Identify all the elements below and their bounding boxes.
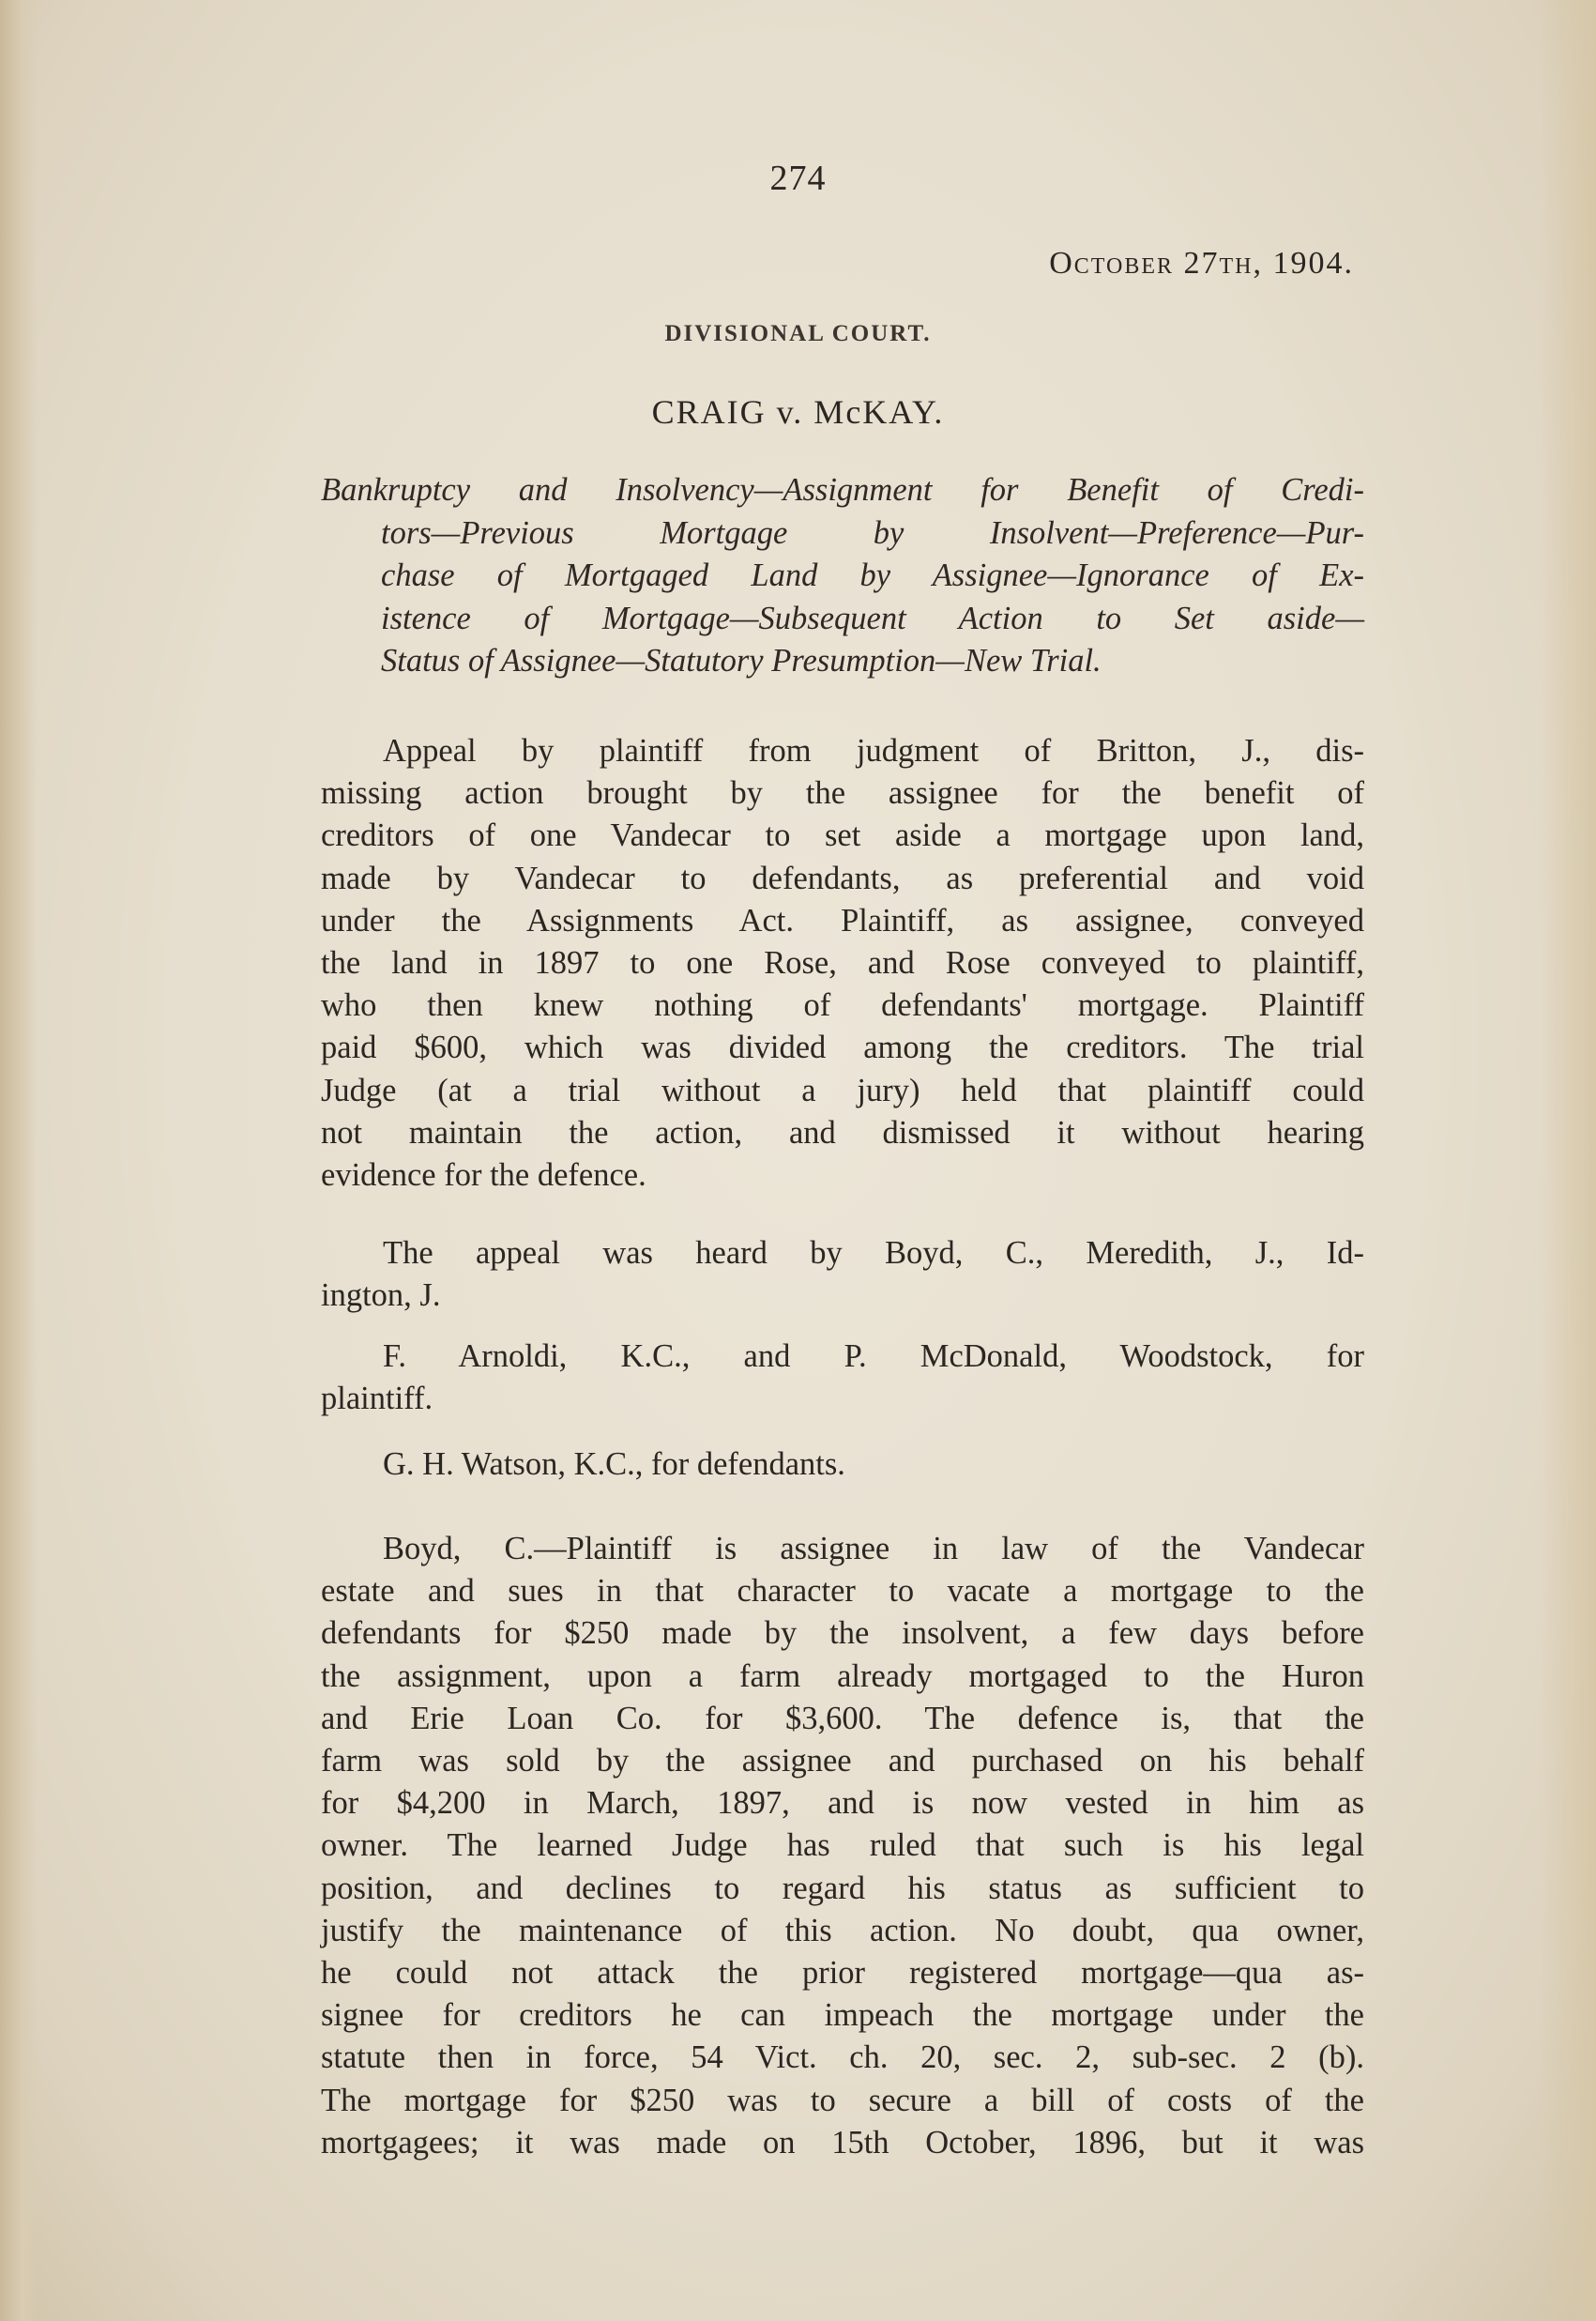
text-line: the land in 1897 to one Rose, and Rose conveyed to plaintiff,: [321, 945, 1364, 982]
text-line: signee for creditors he can impeach the mortgage under the: [321, 1997, 1364, 2034]
text-line: for $4,200 in March, 1897, and is now vested in him as: [321, 1785, 1364, 1822]
text-line: Boyd, C.—Plaintiff is assignee in law of the Vandecar: [383, 1531, 1364, 1566]
court-heading: DIVISIONAL COURT.: [664, 321, 932, 346]
counsel-defendants: [321, 1443, 1364, 1486]
text-line: position, and declines to regard his status as sufficient to: [321, 1870, 1364, 1906]
text-line: defendants for $250 made by the insolvent, a few days before: [321, 1615, 1364, 1652]
text-line: Judge (at a trial without a jury) held that plaintiff could: [321, 1072, 1364, 1108]
headnote: [321, 469, 1364, 683]
text-line: owner. The learned Judge has ruled that such is his legal: [321, 1827, 1364, 1864]
gutter-shadow: [0, 0, 38, 2321]
text-line: creditors of one Vandecar to set aside a mortgage upon land,: [321, 817, 1364, 854]
text-line: not maintain the action, and dismissed it without hearing: [321, 1114, 1364, 1151]
text-line: made by Vandecar to defendants, as preferential and void: [321, 860, 1364, 896]
heard-paragraph: [321, 1232, 1364, 1317]
text-line: estate and sues in that character to vacate a mortgage to the: [321, 1573, 1364, 1610]
counsel-plaintiff: [321, 1336, 1364, 1420]
text-line: G. H. Watson, K.C., for defendants.: [383, 1446, 845, 1482]
headnote-line: Status of Assignee—Statutory Presumption—New Trial.: [381, 643, 1102, 680]
text-line: Appeal by plaintiff from judgment of Britton, J., dis-: [383, 733, 1364, 769]
text-line: paid $600, which was divided among the creditors. The trial: [321, 1030, 1364, 1066]
appeal-paragraph: [321, 730, 1364, 1197]
text-line: statute then in force, 54 Vict. ch. 20, sec. 2, sub-sec. 2 (b).: [321, 2039, 1364, 2076]
text-line: ington, J.: [321, 1277, 441, 1314]
text-line: farm was sold by the assignee and purchased on his behalf: [321, 1743, 1364, 1779]
edge-shadow: [1540, 0, 1596, 2321]
case-title: CRAIG v. McKAY.: [651, 393, 945, 431]
headnote-line: tors—Previous Mortgage by Insolvent—Preference—Pur-: [381, 514, 1364, 551]
headnote-line: istence of Mortgage—Subsequent Action to Set aside—: [381, 600, 1364, 636]
text-line: evidence for the defence.: [321, 1157, 646, 1194]
headnote-line: Bankruptcy and Insolvency—Assignment for Benefit of Credi-: [321, 472, 1364, 508]
text-line: The appeal was heard by Boyd, C., Meredith, J., Id-: [383, 1235, 1364, 1271]
text-line: The mortgage for $250 was to secure a bill of costs of the: [321, 2082, 1364, 2118]
text-line: and Erie Loan Co. for $3,600. The defence is, that the: [321, 1700, 1364, 1736]
text-line: mortgagees; it was made on 15th October, 1896, but it was: [321, 2124, 1364, 2161]
page-number: 274: [769, 159, 827, 198]
text-line: F. Arnoldi, K.C., and P. McDonald, Woodstock, for: [383, 1338, 1364, 1374]
text-line: under the Assignments Act. Plaintiff, as assignee, conveyed: [321, 902, 1364, 939]
text-line: justify the maintenance of this action. No doubt, qua owner,: [321, 1912, 1364, 1948]
text-line: who then knew nothing of defendants' mortgage. Plaintiff: [321, 987, 1364, 1024]
text-line: missing action brought by the assignee for the benefit of: [321, 775, 1364, 812]
headnote-line: chase of Mortgaged Land by Assignee—Ignorance of Ex-: [381, 557, 1364, 594]
date-line: October 27th, 1904.: [1049, 246, 1354, 281]
text-line: he could not attack the prior registered mortgage—qua as-: [321, 1955, 1364, 1992]
text-line: the assignment, upon a farm already mortgaged to the Huron: [321, 1657, 1364, 1694]
text-line: plaintiff.: [321, 1381, 433, 1417]
judgment-paragraph: [321, 1528, 1364, 2164]
